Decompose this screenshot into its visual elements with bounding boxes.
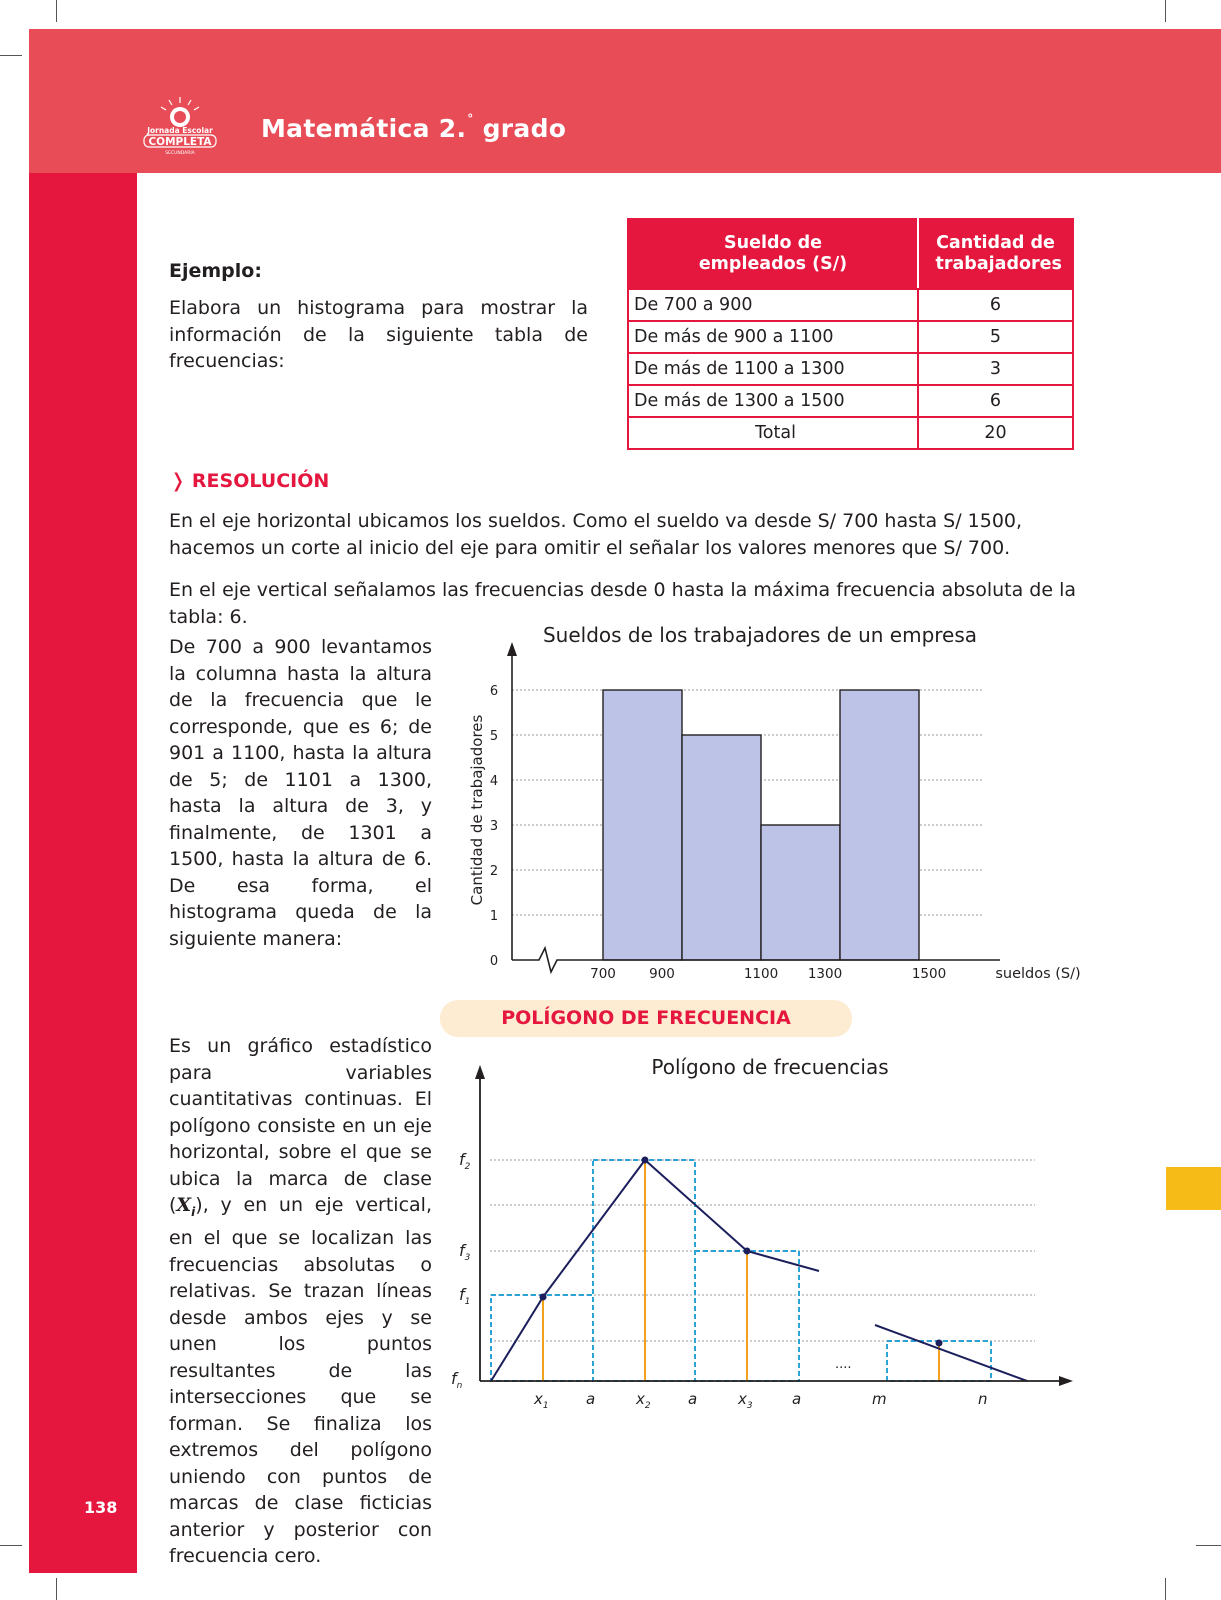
title-degree: ° (467, 112, 474, 126)
frequency-polygon-chart (451, 1050, 1095, 1420)
table-cell-count: 6 (918, 289, 1073, 321)
histogram-bar (603, 690, 682, 960)
title-tail: grado (482, 114, 567, 143)
crop-mark (1196, 1545, 1221, 1546)
y-tick-label: 0 (489, 954, 499, 969)
histogram-bar (840, 690, 919, 960)
polygon-point (540, 1294, 547, 1301)
x-tick-label: 1300 (807, 966, 843, 982)
table-header-workers: Cantidad de trabajadores (918, 219, 1073, 289)
y-tick-label: 4 (489, 774, 499, 789)
polygon-line-right (875, 1325, 1027, 1381)
polygon-ellipsis: .... (835, 1357, 852, 1372)
crop-mark (1165, 0, 1166, 22)
histogram-x-label: sueldos (S/) (995, 966, 1081, 982)
frequency-table (627, 218, 1074, 450)
histogram-bar (682, 735, 761, 960)
table-row (628, 289, 1073, 321)
y-tick-label: 1 (489, 909, 499, 924)
table-row (628, 353, 1073, 385)
table-total-label: Total (628, 417, 918, 449)
resolution-heading: ❭ RESOLUCIÓN (170, 470, 330, 492)
y-label-fn: $f_n$ (451, 1369, 463, 1391)
chevron-right-icon: ❭ (170, 470, 186, 492)
polygon-point (744, 1248, 751, 1255)
table-total-row (628, 417, 1073, 449)
y-tick-label: 6 (489, 684, 499, 699)
y-label-f3: $f_3$ (459, 1241, 471, 1263)
resolution-paragraph-1: En el eje horizontal ubicamos los sueldos. Como el sueldo va desde S/ 700 hasta S/ 1500, hacemos un corte al inicio del eje para omitir el señalar los valores menores que S/ 700. (169, 510, 1023, 559)
table-cell-count: 6 (918, 385, 1073, 417)
example-text: Elabora un histograma para mostrar la información de la siguiente tabla de frecuencias: (169, 297, 588, 372)
logo-main-text: COMPLETA (148, 136, 212, 148)
y-tick-label: 2 (489, 864, 499, 879)
crop-mark (0, 55, 22, 56)
x-tick-label: 700 (590, 966, 616, 982)
x-tick-label: 1100 (743, 966, 779, 982)
histogram-bars (603, 690, 919, 960)
polygon-point (642, 1157, 649, 1164)
table-row (628, 321, 1073, 353)
jornada-escolar-logo (141, 95, 219, 157)
x-tick-label: 900 (649, 966, 675, 982)
crop-mark (56, 1578, 57, 1600)
x-label-m: m (872, 1390, 887, 1408)
y-axis-arrow-icon (507, 642, 517, 656)
table-cell-range: De más de 1300 a 1500 (628, 385, 918, 417)
polygon-paragraph: Es un gráfico estadístico para variables cuantitativas continuas. El polígono consiste en un eje horizontal, sobre el que se ubica la marca de clase $(X_i)$, y en un eje vertical, en el que se localizan las frecuencias absolutas o relativas. Se trazan líneas desde ambos ejes y se unen los puntos resultantes de las intersecciones que se forman. Se finaliza los extremos del polígono uniendo con puntos de marcas de clase ficticias anterior y posterior con frecuencia cero. (169, 1035, 432, 1568)
left-margin-bar (29, 173, 137, 1573)
table-header-salary: Sueldo de empleados (S/) (628, 219, 918, 289)
histogram-y-label: Cantidad de trabajadores (468, 714, 486, 906)
polygon-point (936, 1340, 943, 1347)
resolution-paragraph-3: De 700 a 900 levantamos la columna hasta la altura de la frecuencia que le corresponde, que es 6; de 901 a 1100, hasta la altura de 5; de 1101 a 1300, hasta la altura de 3, y finalmente, de 1301 a 1500, hasta la altura de 6. De esa forma, el histograma queda de la siguiente manera: (169, 636, 432, 950)
y-label-f2: $f_2$ (459, 1150, 471, 1172)
polygon-line-left (491, 1160, 819, 1381)
x-label-x1: $x_1$ (534, 1390, 549, 1411)
crop-mark (1165, 1578, 1166, 1600)
table-cell-count: 3 (918, 353, 1073, 385)
table-cell-range: De 700 a 900 (628, 289, 918, 321)
y-tick-label: 5 (489, 729, 499, 744)
x-label-x2: $x_2$ (636, 1390, 651, 1411)
histogram-bar (761, 825, 840, 960)
logo-top-text: Jornada Escolar (147, 126, 213, 135)
title-main: Matemática 2. (261, 114, 467, 143)
histogram-y-ticks (490, 684, 498, 969)
example-heading: Ejemplo: (169, 260, 262, 282)
resolution-paragraph-2: En el eje vertical señalamos las frecuencias desde 0 hasta la máxima frecuencia absoluta de la tabla: 6. (169, 579, 1076, 628)
x-tick-label: 1500 (911, 966, 947, 982)
section-tab (1166, 1167, 1221, 1210)
histogram-chart (460, 620, 1100, 990)
x-label-n: n (978, 1390, 988, 1408)
table-cell-range: De más de 1100 a 1300 (628, 353, 918, 385)
table-row (628, 385, 1073, 417)
crop-mark (56, 0, 57, 22)
section-pill-label: POLÍGONO DE FRECUENCIA (501, 1007, 791, 1029)
page-number: 138 (84, 1498, 118, 1517)
x-label-a: a (688, 1390, 698, 1408)
y-tick-label: 3 (489, 819, 499, 834)
table-header-row (628, 219, 1073, 289)
table-cell-count: 5 (918, 321, 1073, 353)
page-title (261, 112, 566, 143)
y-axis-arrow-icon (475, 1065, 485, 1079)
y-label-f1: $f_1$ (459, 1285, 471, 1307)
histogram-title: Sueldos de los trabajadores de un empresa (542, 623, 978, 647)
polygon-chart-title: Polígono de frecuencias (651, 1055, 889, 1079)
logo-sub-text: SECUNDARIA (165, 151, 195, 156)
x-label-a: a (586, 1390, 596, 1408)
table-total-value: 20 (918, 417, 1073, 449)
x-label-x3: $x_3$ (738, 1390, 753, 1411)
table-cell-range: De más de 900 a 1100 (628, 321, 918, 353)
x-label-a: a (792, 1390, 802, 1408)
crop-mark (0, 1545, 22, 1546)
x-axis-arrow-icon (1059, 1376, 1073, 1386)
histogram-x-ticks (590, 966, 946, 982)
